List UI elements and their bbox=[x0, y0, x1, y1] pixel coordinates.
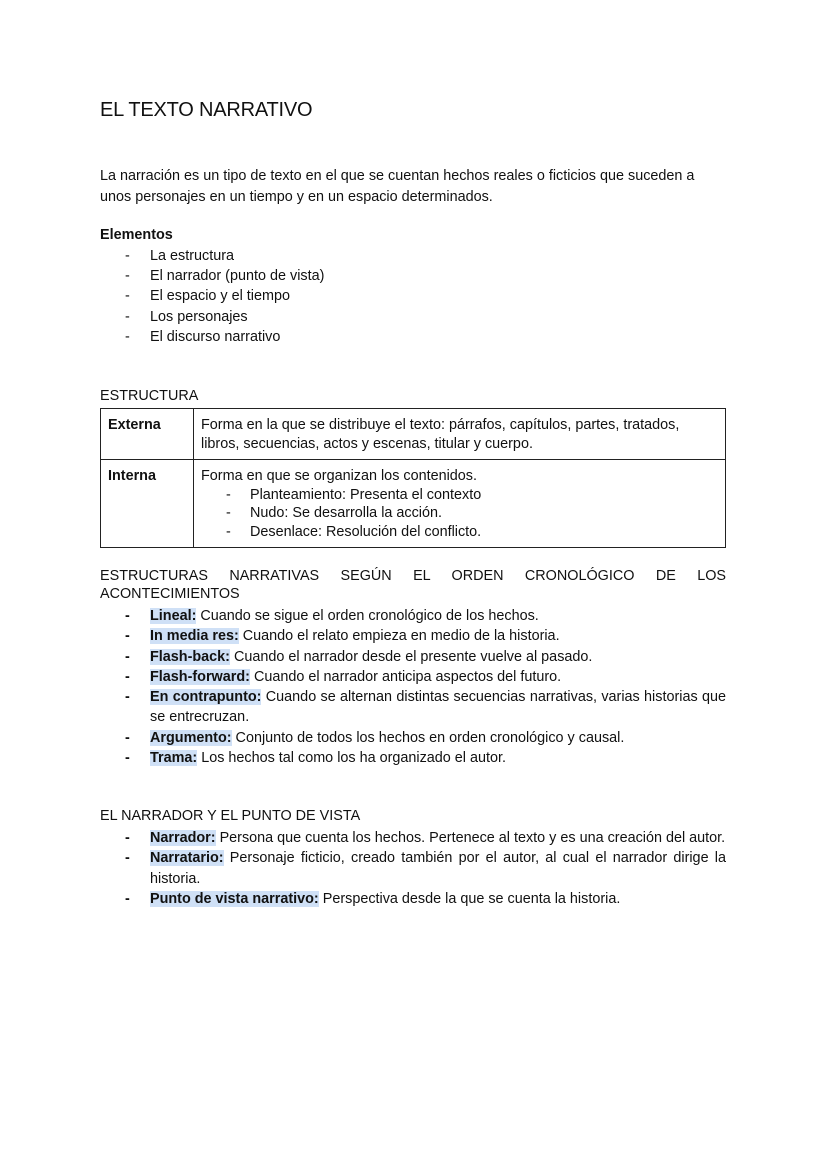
list-item: - Narratario: Personaje ficticio, creado también por el autor, al cual el narrador dirige la historia. bbox=[125, 850, 726, 887]
dash-bullet-icon: - bbox=[125, 689, 130, 706]
chronological-list bbox=[100, 606, 726, 768]
table-cell-key: Interna bbox=[101, 460, 194, 548]
chronological-heading: ESTRUCTURAS NARRATIVAS SEGÚN EL ORDEN CRONOLÓGICO DE LOS ACONTECIMIENTOS bbox=[100, 568, 726, 602]
table-cell-value: Forma en que se organizan los contenidos. - Planteamiento: Presenta el contexto - Nudo: Se desarrolla la acción. - Desenlace: Resolución del conflicto. bbox=[194, 460, 726, 548]
dash-bullet-icon: - bbox=[125, 648, 130, 665]
list-item: - En contrapunto: Cuando se alternan distintas secuencias narrativas, varias historias que se entrecruzan. bbox=[125, 689, 726, 726]
list-item: - Lineal: Cuando se sigue el orden cronológico de los hechos. bbox=[100, 606, 726, 626]
internal-structure-list bbox=[201, 486, 718, 542]
list-item: - El espacio y el tiempo bbox=[100, 286, 324, 306]
table-cell-value: Forma en la que se distribuye el texto: párrafos, capítulos, partes, tratados, libros, secuencias, actos y escenas, titular y cuerpo. bbox=[194, 409, 726, 460]
list-item: - El discurso narrativo bbox=[100, 327, 324, 347]
list-item: - La estructura bbox=[100, 246, 324, 266]
dash-bullet-icon: - bbox=[226, 505, 231, 521]
list-item: - El narrador (punto de vista) bbox=[100, 266, 324, 286]
table-cell-key: Externa bbox=[101, 409, 194, 460]
dash-bullet-icon: - bbox=[125, 268, 130, 285]
list-item: - Trama: Los hechos tal como los ha organizado el autor. bbox=[100, 748, 726, 768]
narrator-heading: EL NARRADOR Y EL PUNTO DE VISTA bbox=[100, 808, 361, 824]
list-item: - Punto de vista narrativo: Perspectiva desde la que se cuenta la historia. bbox=[100, 889, 726, 909]
dash-bullet-icon: - bbox=[125, 308, 130, 325]
dash-bullet-icon: - bbox=[125, 628, 130, 645]
elements-heading: Elementos bbox=[100, 227, 173, 243]
structure-heading: ESTRUCTURA bbox=[100, 388, 199, 404]
dash-bullet-icon: - bbox=[125, 328, 130, 345]
dash-bullet-icon: - bbox=[125, 608, 130, 624]
dash-bullet-icon: - bbox=[125, 288, 130, 305]
list-item: - Planteamiento: Presenta el contexto bbox=[226, 486, 482, 503]
list-item: - Narrador: Persona que cuenta los hechos. Pertenece al texto y es una creación del autor. bbox=[100, 828, 726, 848]
dash-bullet-icon: - bbox=[226, 486, 231, 503]
narrator-list bbox=[100, 828, 726, 909]
dash-bullet-icon: - bbox=[226, 523, 231, 540]
dash-bullet-icon: - bbox=[125, 890, 130, 907]
dash-bullet-icon: - bbox=[125, 750, 130, 767]
dash-bullet-icon: - bbox=[125, 850, 130, 867]
document-title: EL TEXTO NARRATIVO bbox=[100, 99, 313, 121]
intro-paragraph: La narración es un tipo de texto en el que se cuentan hechos reales o ficticios que suceden a unos personajes en un tiempo y en un espacio determinados. bbox=[100, 168, 695, 205]
structure-table bbox=[100, 408, 726, 548]
list-item: - Nudo: Se desarrolla la acción. bbox=[226, 505, 442, 521]
list-item: - Desenlace: Resolución del conflicto. bbox=[226, 523, 482, 540]
list-item: - Los personajes bbox=[100, 307, 324, 327]
dash-bullet-icon: - bbox=[125, 830, 130, 846]
dash-bullet-icon: - bbox=[125, 729, 130, 746]
elements-list bbox=[100, 246, 324, 347]
list-item: - Flash-back: Cuando el narrador desde el presente vuelve al pasado. bbox=[100, 647, 726, 667]
table-row bbox=[101, 460, 726, 548]
table-row bbox=[101, 409, 726, 460]
dash-bullet-icon: - bbox=[125, 248, 130, 264]
list-item: - In media res: Cuando el relato empieza en medio de la historia. bbox=[100, 626, 726, 646]
list-item: - Flash-forward: Cuando el narrador anticipa aspectos del futuro. bbox=[100, 667, 726, 687]
dash-bullet-icon: - bbox=[125, 668, 130, 685]
list-item: - Argumento: Conjunto de todos los hechos en orden cronológico y causal. bbox=[100, 728, 726, 748]
